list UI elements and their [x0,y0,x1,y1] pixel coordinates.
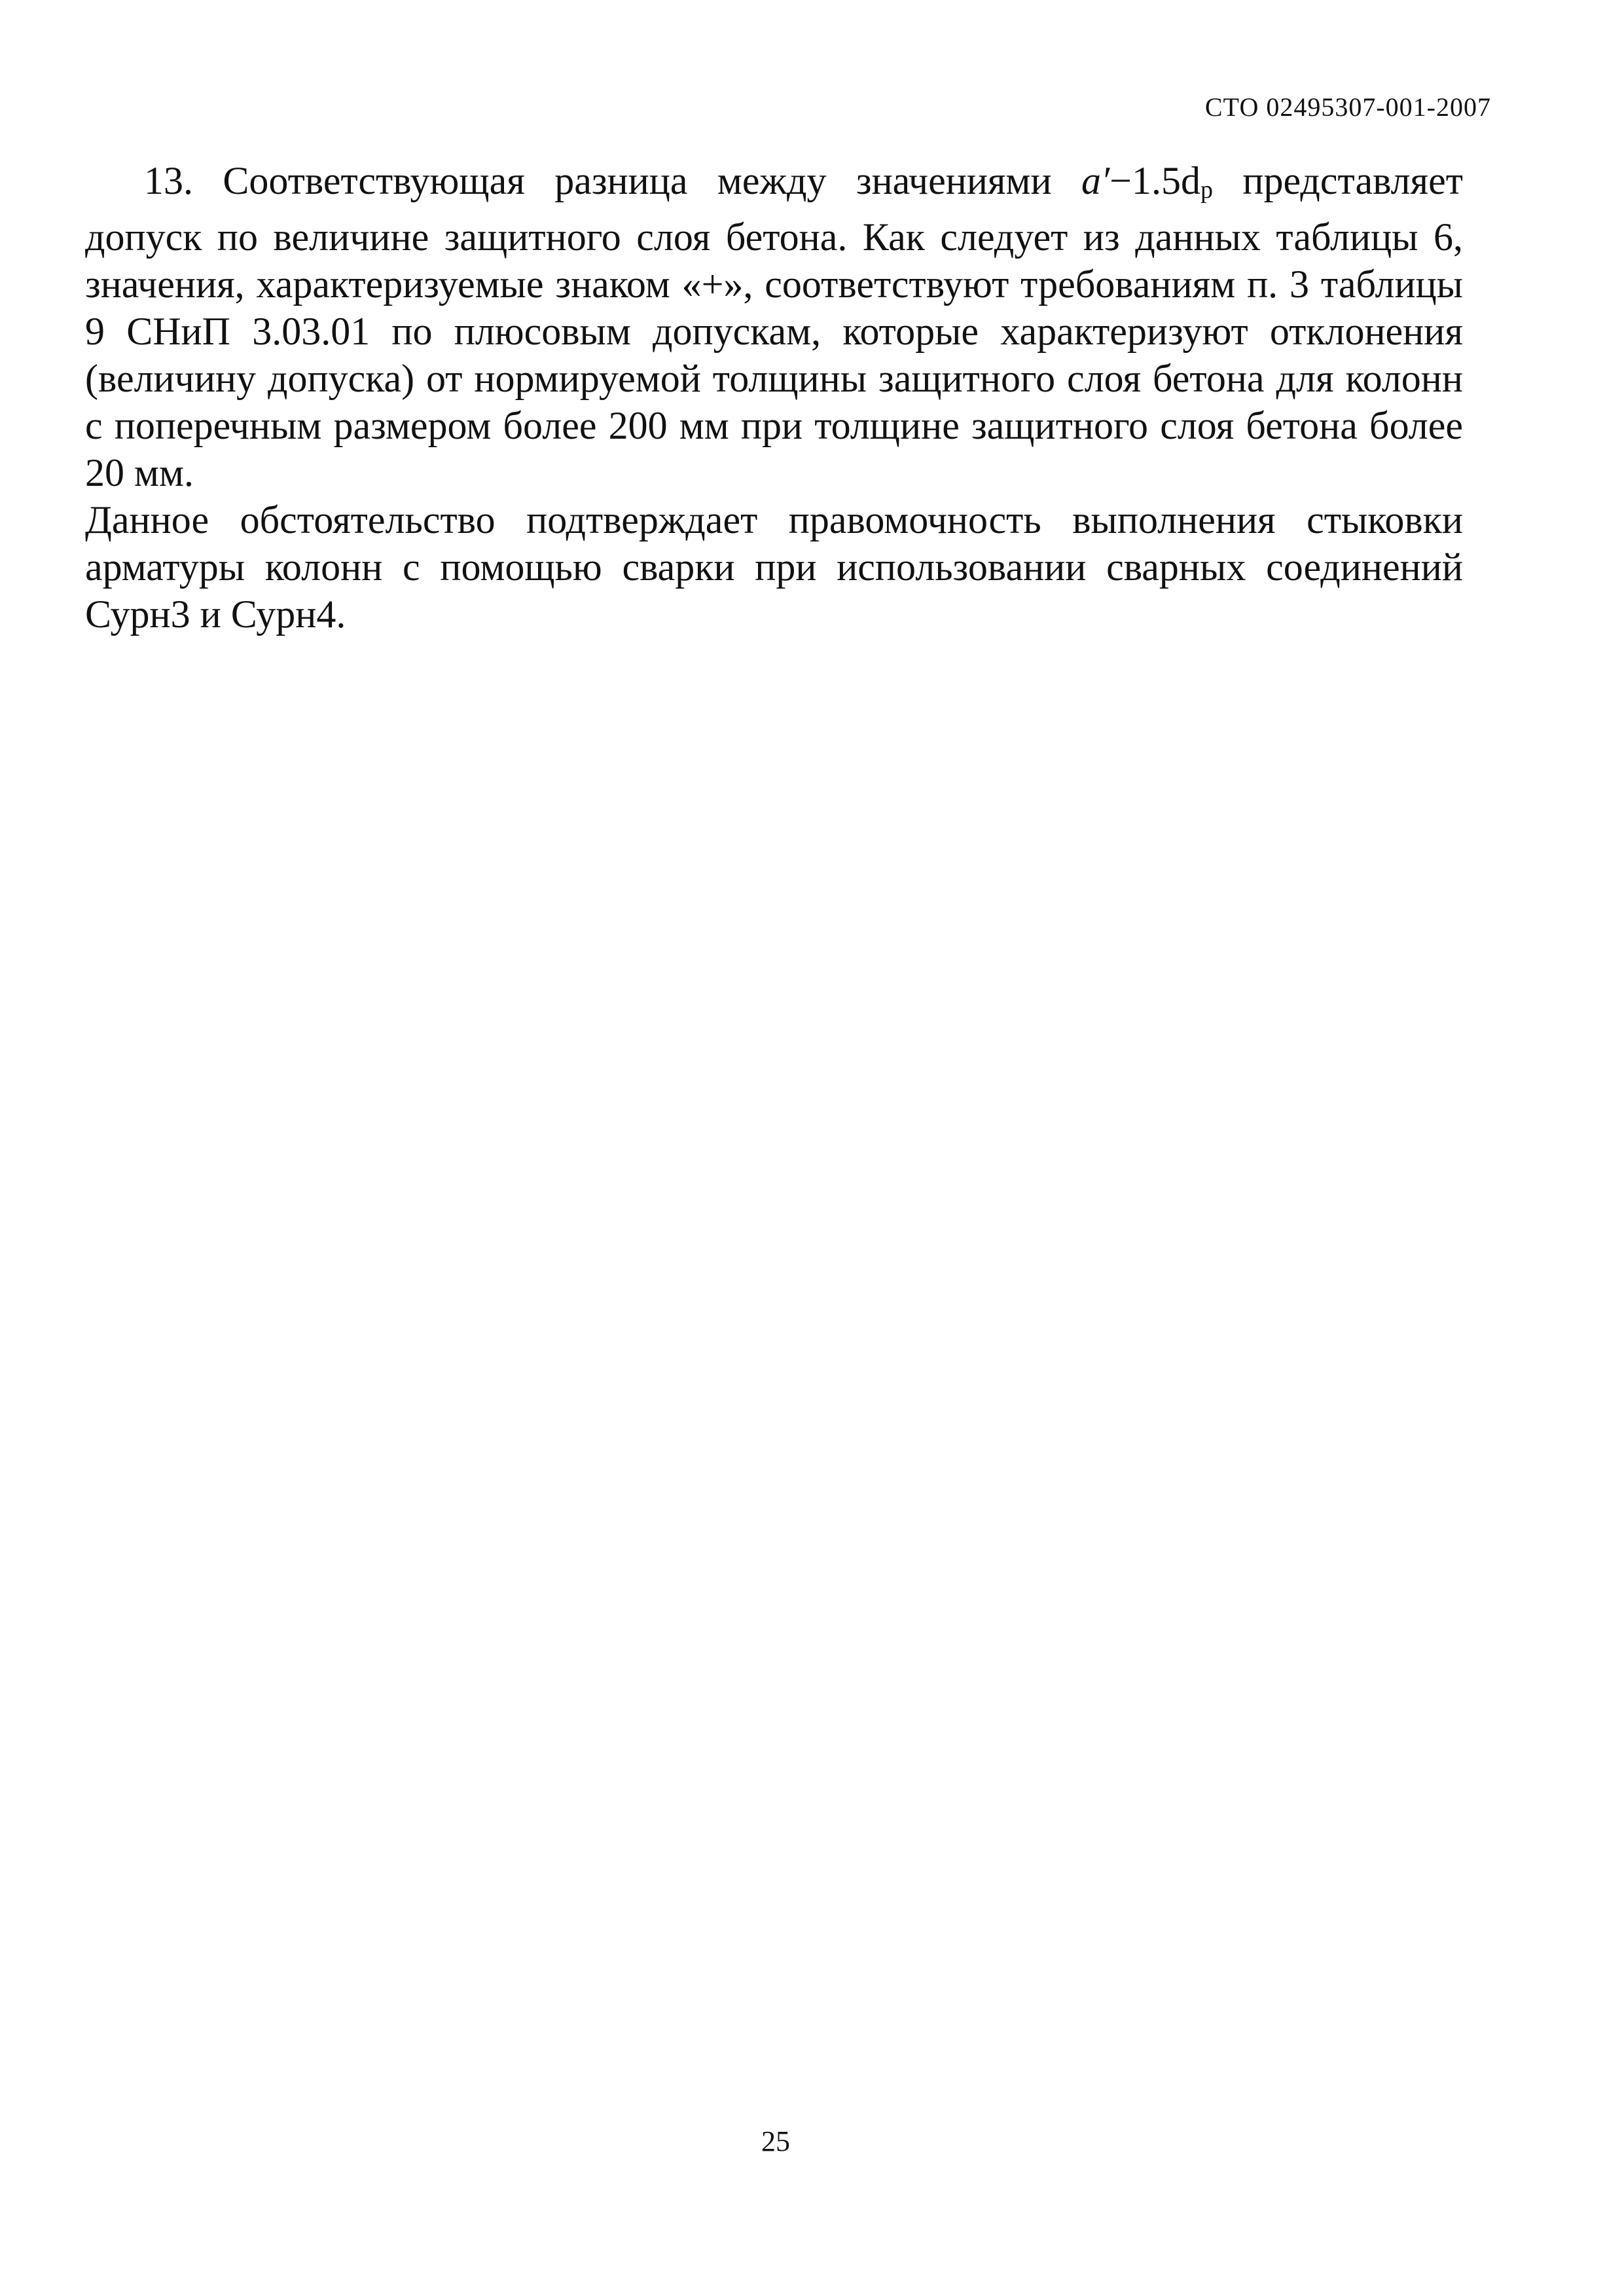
formula-subscript: р [1200,176,1213,204]
paragraph-13-tail: представляет допуск по величине защитного слоя бетона. Как следует из данных таблицы 6, значения, характеризуемые знаком «+», соответствуют требованиям п. 3 таблицы 9 СНиП 3.03.01 по плюсовым допускам, которые характеризуют отклонения (величину допуска) от нормируемой толщины защитного слоя бетона для колонн с поперечным размером более 200 мм при толщине защитного слоя бетона более 20 мм. [85,159,1464,494]
paragraph-13-lead: 13. Соответствующая разница между значениями [144,159,1082,202]
formula-expression: −1.5d [1110,159,1200,202]
tolerance-formula [1081,159,1213,202]
body-text [85,157,1463,638]
document-code: СТО 02495307-001-2007 [1204,92,1491,122]
paragraph-conclusion: Данное обстоятельство подтверждает правомочность выполнения стыковки арматуры колонн с помощью сварки при использовании сварных соединений Сурн3 и Сурн4. [85,498,1463,636]
formula-variable: a′ [1081,159,1110,202]
paragraph-13 [85,157,1463,496]
page-number: 25 [761,2125,790,2157]
